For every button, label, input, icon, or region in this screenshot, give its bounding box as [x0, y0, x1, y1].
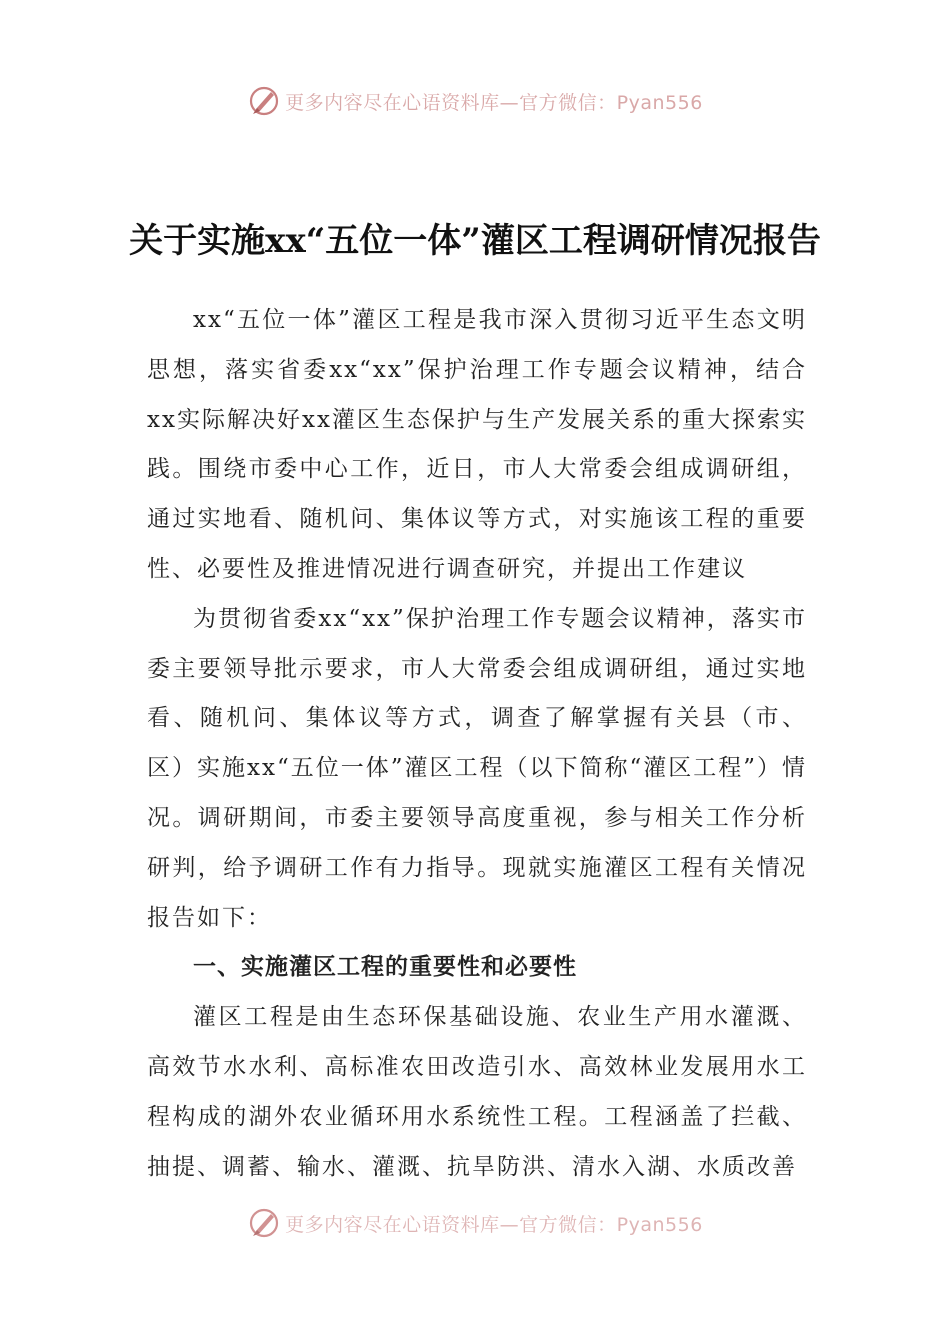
watermark-bottom — [0, 1206, 950, 1240]
paragraph-1: xx“五位一体”灌区工程是我市深入贯彻习近平生态文明思想，落实省委xx“xx”保护治理工作专题会议精神，结合xx实际解决好xx灌区生态保护与生产发展关系的重大探索实践。围绕市委中心工作，近日，市人大常委会组成调研组，通过实地看、随机问、集体议等方式，对实施该工程的重要性、必要性及推进情况进行调查研究，并提出工作建议 — [147, 307, 807, 582]
section-heading-1: 一、实施灌区工程的重要性和必要性 — [193, 954, 577, 981]
document-body — [147, 296, 807, 1192]
paragraph-2: 为贯彻省委xx“xx”保护治理工作专题会议精神，落实市委主要领导批示要求，市人大常委会组成调研组，通过实地看、随机问、集体议等方式，调查了解掌握有关县（市、区）实施xx“五位一体”灌区工程（以下简称“灌区工程”）情况。调研期间，市委主要领导高度重视，参与相关工作分析研判，给予调研工作有力指导。现就实施灌区工程有关情况报告如下： — [147, 605, 807, 931]
pen-logo-icon — [247, 1206, 281, 1240]
pen-logo-icon — [247, 84, 281, 118]
paragraph-3: 灌区工程是由生态环保基础设施、农业生产用水灌溉、高效节水水利、高标准农田改造引水、高效林业发展用水工程构成的湖外农业循环用水系统性工程。工程涵盖了拦截、抽提、调蓄、输水、灌溉、抗旱防洪、清水入湖、水质改善 — [147, 1004, 807, 1180]
watermark-top — [0, 84, 950, 118]
watermark-text: 更多内容尽在心语资料库—官方微信：Pyan556 — [285, 1213, 703, 1236]
document-title: 关于实施xx“五位一体”灌区工程调研情况报告 — [129, 220, 821, 261]
watermark-text: 更多内容尽在心语资料库—官方微信：Pyan556 — [285, 91, 703, 114]
